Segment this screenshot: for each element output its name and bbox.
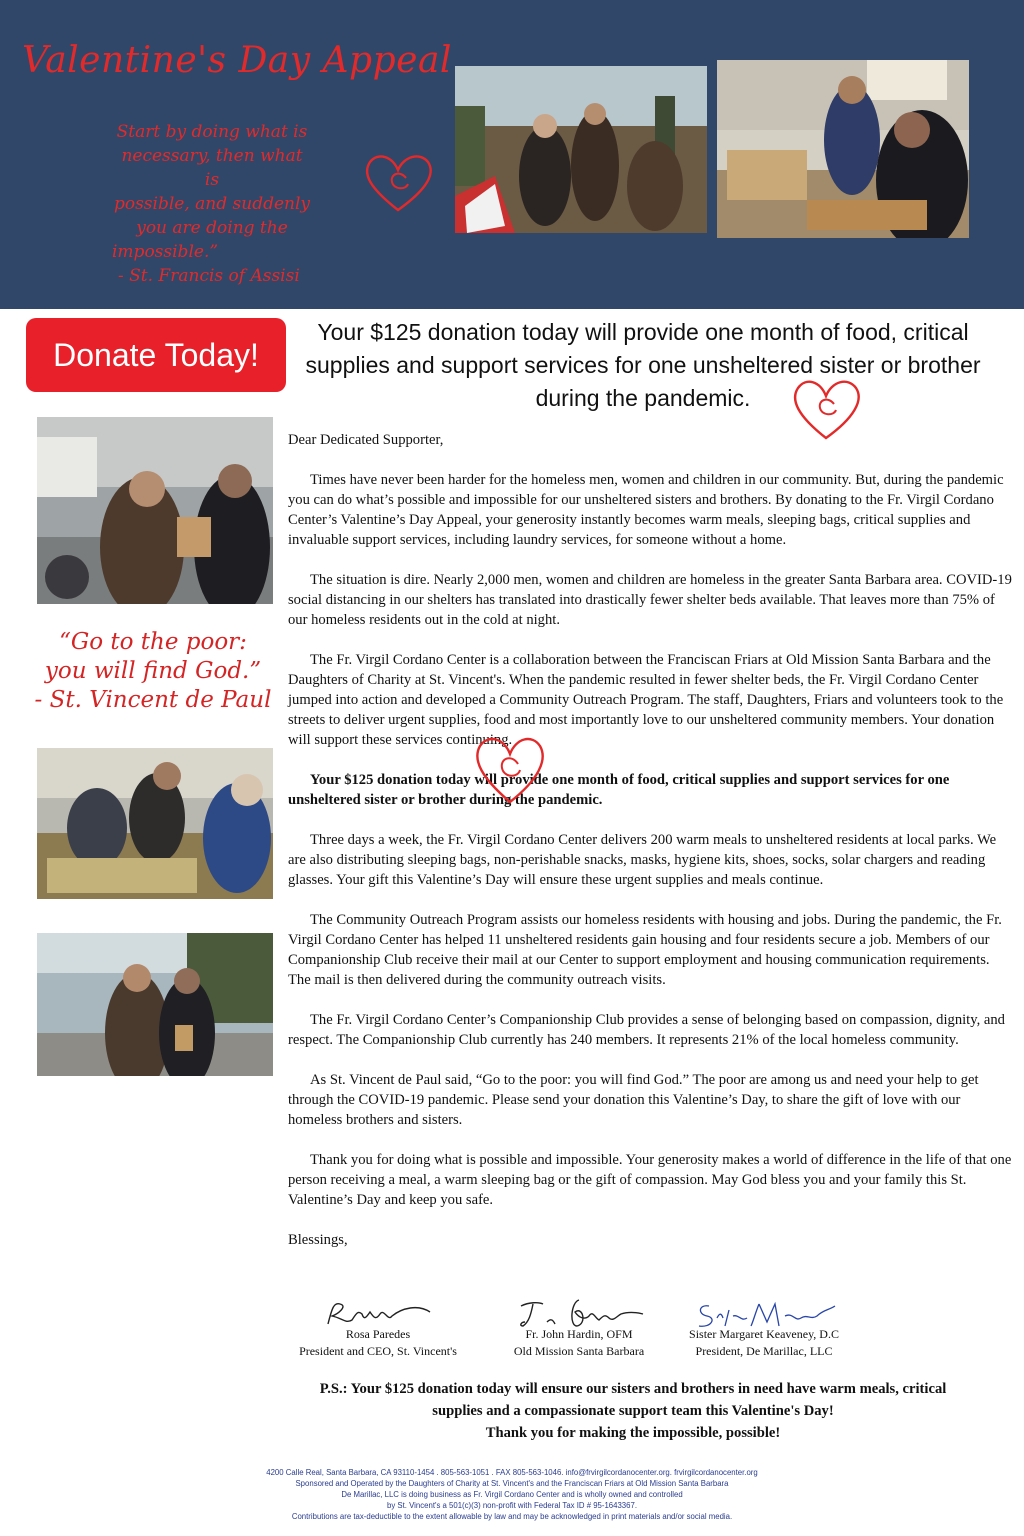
quote-line: you are doing the: [136, 218, 288, 238]
quote-attribution: - St. Francis of Assisi: [118, 266, 300, 286]
paragraph: The Fr. Virgil Cordano Center’s Companionship Club provides a sense of belonging based on compassion, dignity, and respect. The Companionship Club currently has 240 members. It represents 21% of the local homeless community.: [288, 1012, 1005, 1048]
meal-prep-photo: [37, 748, 273, 899]
paragraph: The Community Outreach Program assists our homeless residents with housing and jobs. During the pandemic, the Fr. Virgil Cordano Center has helped 11 unsheltered residents gain housing and four residents secure a job. Members of our Companionship Club receive their mail at our Center to support employment and housing communication requirements. The mail is then delivered during the community outreach visits.: [288, 912, 1002, 988]
quote-line: impossible.”: [112, 242, 219, 262]
signature-mark: [689, 1296, 839, 1330]
kitchen-photo: [717, 60, 969, 238]
signer-name: Fr. John Hardin, OFM: [525, 1327, 633, 1341]
headline: [288, 316, 998, 415]
signatures: [288, 1296, 1024, 1366]
footer-line: 4200 Calle Real, Santa Barbara, CA 93110-1454 . 805-563-1051 . FAX 805-563-1046. info@frvirgilcordanocenter.org. frvirgilcordanocenter.org: [266, 1468, 758, 1477]
headline-line: supplies and support services for one unsheltered sister or brother: [305, 352, 981, 378]
signer-title: President and CEO, St. Vincent's: [299, 1344, 457, 1358]
quote-line: “Go to the poor:: [59, 629, 247, 655]
friar-companion-photo: [37, 933, 273, 1076]
quote-line: you will find God.”: [44, 658, 262, 684]
heart-icon: [360, 148, 436, 218]
signature-block: [484, 1296, 674, 1360]
signer-title: President, De Marillac, LLC: [695, 1344, 833, 1358]
headline-line: during the pandemic.: [535, 385, 751, 411]
paragraph: As St. Vincent de Paul said, “Go to the poor: you will find God.” The poor are among us and need your help to get through the COVID-19 pandemic. Please send your donation this Valentine’s Day, to share the gift of love with our homeless brothers and sisters.: [288, 1072, 979, 1128]
quote-line: possible, and suddenly: [113, 194, 311, 214]
postscript: [288, 1378, 978, 1444]
paragraph: The Fr. Virgil Cordano Center is a collaboration between the Franciscan Friars at Old Mission Santa Barbara and the Daughters of Charity at St. Vincent's. When the pandemic resulted in fewer shelter beds, the Fr. Virgil Cordano Center jumped into action and developed a Community Outreach Program. The staff, Daughters, Friars and volunteers took to the streets to deliver urgent supplies, food and most importantly love to our unsheltered community members. Your donation will support these services continuing.: [288, 652, 1004, 748]
signature-block: [684, 1296, 844, 1360]
bold-appeal: Your $125 donation today will provide one month of food, critical supplies and support services for one unsheltered sister or brother during the pandemic.: [288, 772, 950, 808]
footer: [0, 1467, 1024, 1522]
letter-body: [288, 430, 1014, 1270]
paragraph: Times have never been harder for the homeless men, women and children in our community. But, during the pandemic you can do what’s possible and impossible for our unsheltered sisters and brothers. By donating to the Fr. Virgil Cordano Center’s Valentine’s Day Appeal, your generosity instantly becomes warm meals, sleeping bags, critical supplies and invaluable support services, including laundry services, for someone without a home.: [288, 472, 1004, 548]
signature-mark: [509, 1296, 649, 1330]
footer-line: De Marillac, LLC is doing business as Fr. Virgil Cordano Center and is wholly owned and controlled: [341, 1490, 683, 1499]
headline-line: Your $125 donation today will provide one month of food, critical: [317, 319, 969, 345]
paragraph: The situation is dire. Nearly 2,000 men, women and children are homeless in the greater Santa Barbara area. COVID-19 social distancing in our shelters has translated into drastically fewer shelter beds available. That leaves more than 75% of our homeless residents out in the cold at night.: [288, 572, 1012, 628]
ps-line: P.S.: Your $125 donation today will ensure our sisters and brothers in need have warm meals, critical: [319, 1381, 947, 1397]
signer-title: Old Mission Santa Barbara: [513, 1344, 645, 1358]
st-francis-quote: [112, 120, 312, 288]
quote-line: Start by doing what is: [116, 122, 308, 142]
ps-line: Thank you for making the impossible, possible!: [485, 1425, 781, 1441]
st-vincent-quote: [28, 628, 278, 715]
paragraph: Thank you for doing what is possible and impossible. Your generosity makes a world of difference in the life of that one person receiving a meal, a warm sleeping bag or the gift of compassion. May God bless you and your family this St. Valentine’s Day and keep you safe.: [288, 1152, 1012, 1208]
signer-name: Rosa Paredes: [345, 1327, 411, 1341]
paragraph: Three days a week, the Fr. Virgil Cordano Center delivers 200 warm meals to unsheltered residents at local parks. We are also distributing sleeping bags, non-perishable snacks, masks, hygiene kits, shoes, socks, solar chargers and reading glasses. Your gift this Valentine’s Day will ensure these urgent supplies and meals continue.: [288, 832, 997, 888]
footer-line: Contributions are tax-deductible to the extent allowable by law and may be acknowledged in print materials and/or social media.: [291, 1512, 733, 1521]
ps-line: supplies and a compassionate support team this Valentine's Day!: [432, 1403, 834, 1419]
salutation: Dear Dedicated Supporter,: [288, 432, 444, 448]
page-title: Valentine's Day Appeal: [22, 40, 452, 81]
friar-photo: [37, 417, 273, 604]
quote-attribution: - St. Vincent de Paul: [34, 687, 272, 713]
footer-line: by St. Vincent's a 501(c)(3) non-profit with Federal Tax ID # 95-1643367.: [387, 1501, 637, 1510]
heart-icon: [470, 730, 550, 810]
donate-button[interactable]: Donate Today!: [26, 318, 286, 392]
footer-line: Sponsored and Operated by the Daughters of Charity at St. Vincent's and the Franciscan Friars at Old Mission Santa Barbara: [295, 1479, 729, 1488]
signature-block: [288, 1296, 468, 1360]
header-banner: [0, 0, 1024, 309]
closing: Blessings,: [288, 1232, 348, 1248]
signature-mark: [318, 1296, 438, 1330]
signer-name: Sister Margaret Keaveney, D.C: [689, 1327, 839, 1341]
quote-line: necessary, then what is: [121, 146, 303, 190]
outreach-photo: [455, 66, 707, 233]
